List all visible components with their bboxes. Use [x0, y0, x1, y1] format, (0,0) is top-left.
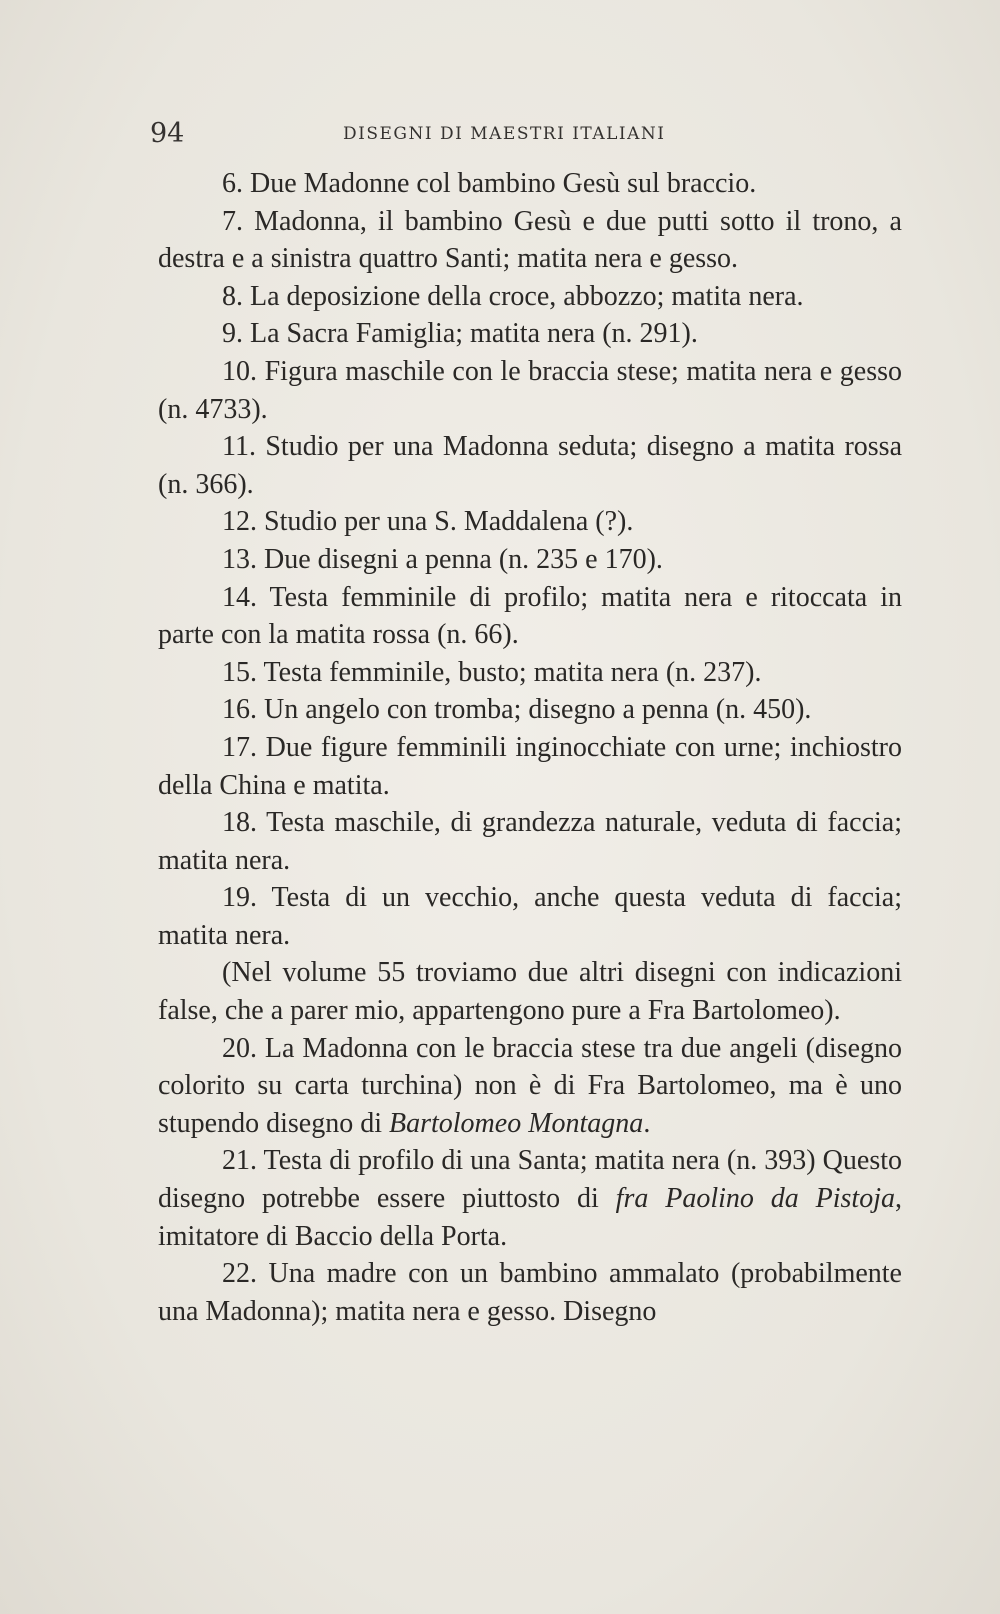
- entry-12: 12. Studio per una S. Maddalena (?).: [222, 506, 634, 538]
- entry-11: 11. Studio per una Madonna seduta; disegno a matita rossa (n. 366).: [158, 431, 902, 500]
- entry-18: 18. Testa maschile, di grandezza naturale, veduta di faccia; matita nera.: [158, 807, 902, 876]
- entry-22: 22. Una madre con un bambino ammalato (probabilmente una Madonna); matita nera e gesso. Disegno: [158, 1258, 902, 1327]
- entry-6: 6. Due Madonne col bambino Gesù sul braccio.: [222, 168, 757, 199]
- entry-10: 10. Figura maschile con le braccia stese; matita nera e gesso (n. 4733).: [158, 355, 902, 425]
- artist-name-italic: fra Paolino da Pistoja: [615, 1183, 895, 1215]
- entry-20: 20. La Madonna con le braccia stese tra due angeli (disegno colorito su carta turchina) non è di Fra Bartolomeo, ma è uno stupendo disegno di Bartolomeo Montagna.: [158, 1032, 902, 1139]
- entry-9: 9. La Sacra Famiglia; matita nera (n. 291).: [222, 318, 698, 350]
- running-title: DISEGNI DI MAESTRI ITALIANI: [343, 124, 666, 144]
- page-header: [150, 118, 900, 150]
- entry-17: 17. Due figure femminili inginocchiate con urne; inchiostro della China e matita.: [158, 731, 902, 801]
- entry-21: 21. Testa di profilo di una Santa; matita nera (n. 393) Questo disegno potrebbe essere piuttosto di fra Paolino da Pistoja, imitatore di Baccio della Porta.: [158, 1145, 902, 1252]
- page-number: 94: [150, 118, 185, 149]
- artist-name-italic: Bartolomeo Montagna: [389, 1107, 644, 1139]
- entry-16: 16. Un angelo con tromba; disegno a penna (n. 450).: [222, 694, 812, 726]
- entry-14: 14. Testa femminile di profilo; matita nera e ritoccata in parte con la matita rossa (n. 66).: [158, 581, 902, 651]
- entry-13: 13. Due disegni a penna (n. 235 e 170).: [222, 543, 663, 575]
- entry-19: 19. Testa di un vecchio, anche questa veduta di faccia; matita nera.: [158, 882, 902, 951]
- note-volume-55: (Nel volume 55 troviamo due altri disegni con indicazioni false, che a parer mio, appartengono pure a Fra Bartolomeo).: [158, 957, 902, 1027]
- entry-7: 7. Madonna, il bambino Gesù e due putti sotto il trono, a destra e a sinistra quattro Santi; matita nera e gesso.: [158, 205, 902, 275]
- text-body: [158, 165, 902, 1330]
- entry-15: 15. Testa femminile, busto; matita nera (n. 237).: [222, 656, 762, 688]
- entry-8: 8. La deposizione della croce, abbozzo; matita nera.: [222, 280, 804, 312]
